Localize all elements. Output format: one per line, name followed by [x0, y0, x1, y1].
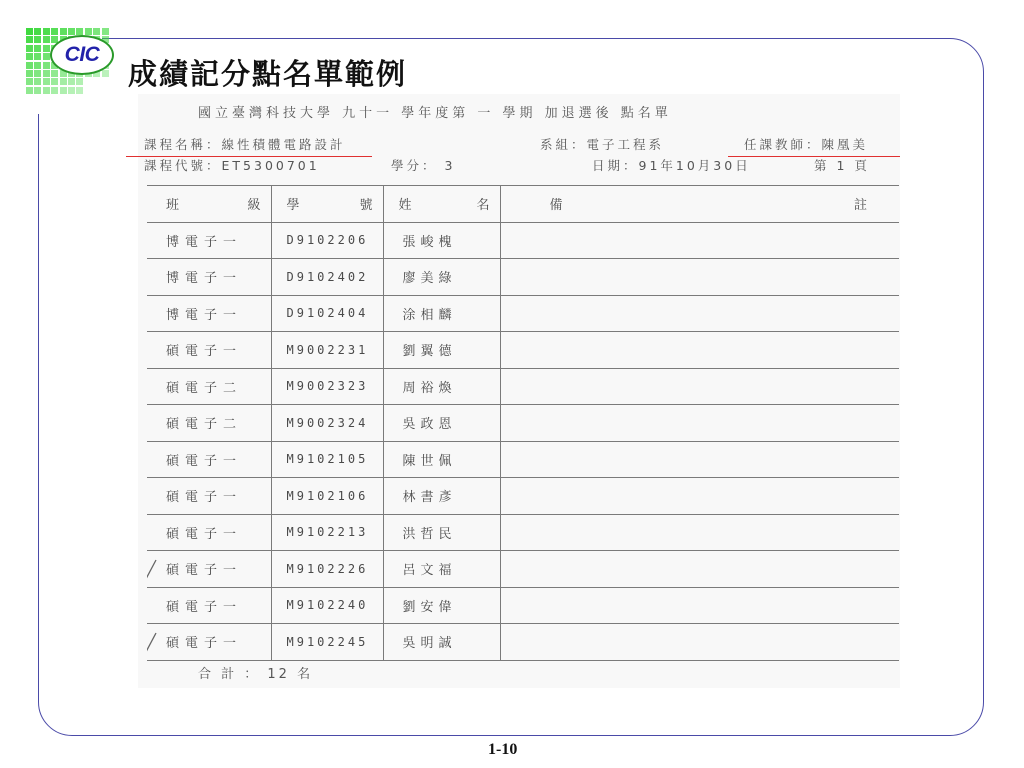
student-class-cell	[147, 587, 271, 624]
logo-dot	[43, 53, 50, 60]
logo-dot	[60, 78, 67, 85]
logo-dot	[26, 28, 33, 35]
column-header-notes	[500, 186, 899, 223]
column-header-student-id	[271, 186, 383, 223]
logo-dot	[102, 70, 109, 77]
student-name-cell	[383, 587, 500, 624]
student-name: 劉翼德	[402, 344, 457, 360]
student-class-cell	[147, 259, 271, 296]
student-class: 碩電子二	[166, 417, 243, 433]
logo-dot	[34, 36, 41, 43]
header-notes-char-2: 註	[853, 198, 867, 214]
logo-dot	[51, 70, 58, 77]
checkmark-icon	[147, 559, 157, 579]
logo-dot	[51, 87, 58, 94]
table-row	[147, 295, 899, 332]
student-class: 博電子一	[166, 271, 243, 287]
logo-dot	[102, 28, 109, 35]
logo-dot	[43, 45, 50, 52]
student-class-cell	[147, 624, 271, 661]
student-name: 涂相麟	[402, 307, 457, 323]
logo-dot	[43, 28, 50, 35]
student-class-cell	[147, 441, 271, 478]
notes-cell	[500, 587, 899, 624]
table-row	[147, 514, 899, 551]
logo-dot	[26, 70, 33, 77]
student-name-cell	[383, 514, 500, 551]
logo-dot	[26, 45, 33, 52]
notes-cell	[500, 551, 899, 588]
student-class-cell	[147, 514, 271, 551]
student-id: M9102106	[271, 478, 383, 515]
logo-dot	[51, 78, 58, 85]
logo-dot	[26, 62, 33, 69]
table-row	[147, 478, 899, 515]
instructor: 任課教師：陳凰美	[744, 137, 869, 152]
student-name: 林書彥	[402, 490, 457, 506]
student-class-cell	[147, 405, 271, 442]
student-id: M9002324	[271, 405, 383, 442]
table-row	[147, 332, 899, 369]
logo-dot	[43, 62, 50, 69]
logo-dot	[26, 78, 33, 85]
student-name: 周裕煥	[402, 380, 457, 396]
logo-dot	[43, 70, 50, 77]
student-name-cell	[383, 441, 500, 478]
logo-dot	[43, 87, 50, 94]
student-name-cell	[383, 405, 500, 442]
department: 系組：電子工程系	[540, 137, 665, 152]
student-class: 碩電子一	[166, 526, 243, 542]
student-class-cell	[147, 551, 271, 588]
table-row	[147, 222, 899, 259]
student-name: 吳政恩	[402, 417, 457, 433]
notes-cell	[500, 514, 899, 551]
table-header-row	[147, 186, 899, 223]
logo-dot	[26, 36, 33, 43]
student-class-cell	[147, 332, 271, 369]
student-id: M9002323	[271, 368, 383, 405]
student-name: 劉安偉	[402, 599, 457, 615]
logo-dot	[76, 78, 83, 85]
student-id: D9102404	[271, 295, 383, 332]
course-code: 課程代號：ET5300701	[144, 158, 320, 173]
notes-cell	[500, 332, 899, 369]
credits: 學分： 3	[391, 158, 456, 173]
student-id: D9102206	[271, 222, 383, 259]
student-class-cell	[147, 222, 271, 259]
logo-dot	[43, 78, 50, 85]
header-id-char-2: 號	[359, 198, 373, 214]
notes-cell	[500, 624, 899, 661]
notes-cell	[500, 478, 899, 515]
notes-cell	[500, 259, 899, 296]
column-header-name	[383, 186, 500, 223]
student-id: M9102226	[271, 551, 383, 588]
header-name-char-2: 名	[476, 198, 490, 214]
student-class: 碩電子二	[166, 380, 243, 396]
slide-title: 成績記分點名單範例	[128, 57, 408, 91]
student-class: 碩電子一	[166, 599, 243, 615]
cic-logo	[26, 28, 112, 100]
student-name-cell	[383, 332, 500, 369]
student-class: 碩電子一	[166, 453, 243, 469]
header-class-char-1: 班	[166, 198, 180, 214]
header-id-char-1: 學	[286, 198, 300, 214]
page-number: 1-10	[488, 741, 518, 758]
student-class: 博電子一	[166, 234, 243, 250]
student-class: 博電子一	[166, 307, 243, 323]
logo-dot	[93, 28, 100, 35]
student-class-cell	[147, 368, 271, 405]
student-name-cell	[383, 551, 500, 588]
roster-date: 日期：91年10月30日	[592, 158, 751, 173]
student-name-cell	[383, 259, 500, 296]
logo-dot	[76, 28, 83, 35]
logo-dot	[85, 28, 92, 35]
logo-dot	[51, 28, 58, 35]
student-name-cell	[383, 478, 500, 515]
table-row	[147, 405, 899, 442]
attendance-table	[147, 185, 899, 661]
course-name: 課程名稱：線性積體電路設計	[144, 137, 346, 152]
student-name: 陳世佩	[402, 453, 457, 469]
student-class-cell	[147, 478, 271, 515]
logo-dot	[34, 70, 41, 77]
logo-dot	[34, 53, 41, 60]
logo-dot	[34, 45, 41, 52]
logo-dot	[34, 78, 41, 85]
logo-dot	[26, 53, 33, 60]
table-row	[147, 587, 899, 624]
logo-dot	[26, 87, 33, 94]
student-id: D9102402	[271, 259, 383, 296]
student-class: 碩電子一	[166, 344, 243, 360]
logo-dot	[60, 28, 67, 35]
header-class-char-2: 級	[247, 198, 261, 214]
logo-dot	[34, 87, 41, 94]
notes-cell	[500, 368, 899, 405]
student-name-cell	[383, 624, 500, 661]
student-name: 廖美綠	[402, 271, 457, 287]
logo-dot	[76, 87, 83, 94]
logo-dot	[68, 87, 75, 94]
notes-cell	[500, 295, 899, 332]
student-name: 呂文福	[402, 563, 457, 579]
logo-dot	[68, 78, 75, 85]
student-id: M9102213	[271, 514, 383, 551]
student-id: M9002231	[271, 332, 383, 369]
student-id: M9102105	[271, 441, 383, 478]
student-class: 碩電子一	[166, 636, 243, 652]
logo-badge	[50, 35, 114, 75]
notes-cell	[500, 405, 899, 442]
student-class: 碩電子一	[166, 563, 243, 579]
header-notes-char-1: 備	[549, 198, 563, 214]
document-heading: 國立臺灣科技大學 九十一 學年度第 一 學期 加退選後 點名單	[198, 106, 672, 121]
student-name-cell	[383, 368, 500, 405]
logo-dot	[34, 62, 41, 69]
table-row	[147, 551, 899, 588]
roster-document	[138, 94, 900, 688]
student-id: M9102240	[271, 587, 383, 624]
student-name: 張峻槐	[402, 234, 457, 250]
logo-dot	[60, 87, 67, 94]
student-name: 吳明誠	[402, 636, 457, 652]
student-name: 洪哲民	[402, 526, 457, 542]
logo-dot	[34, 28, 41, 35]
header-name-char-1: 姓	[398, 198, 412, 214]
notes-cell	[500, 441, 899, 478]
student-class-cell	[147, 295, 271, 332]
logo-text: CIC	[64, 43, 100, 66]
student-id: M9102245	[271, 624, 383, 661]
checkmark-icon	[147, 632, 157, 652]
column-header-class	[147, 186, 271, 223]
student-class: 碩電子一	[166, 490, 243, 506]
roster-page: 第 1 頁	[814, 158, 870, 173]
table-row	[147, 624, 899, 661]
table-row	[147, 368, 899, 405]
student-name-cell	[383, 222, 500, 259]
logo-dot	[68, 28, 75, 35]
student-name-cell	[383, 295, 500, 332]
table-row	[147, 441, 899, 478]
table-row	[147, 259, 899, 296]
roster-total: 合 計 ： 12 名	[198, 667, 314, 682]
logo-dot	[43, 36, 50, 43]
notes-cell	[500, 222, 899, 259]
